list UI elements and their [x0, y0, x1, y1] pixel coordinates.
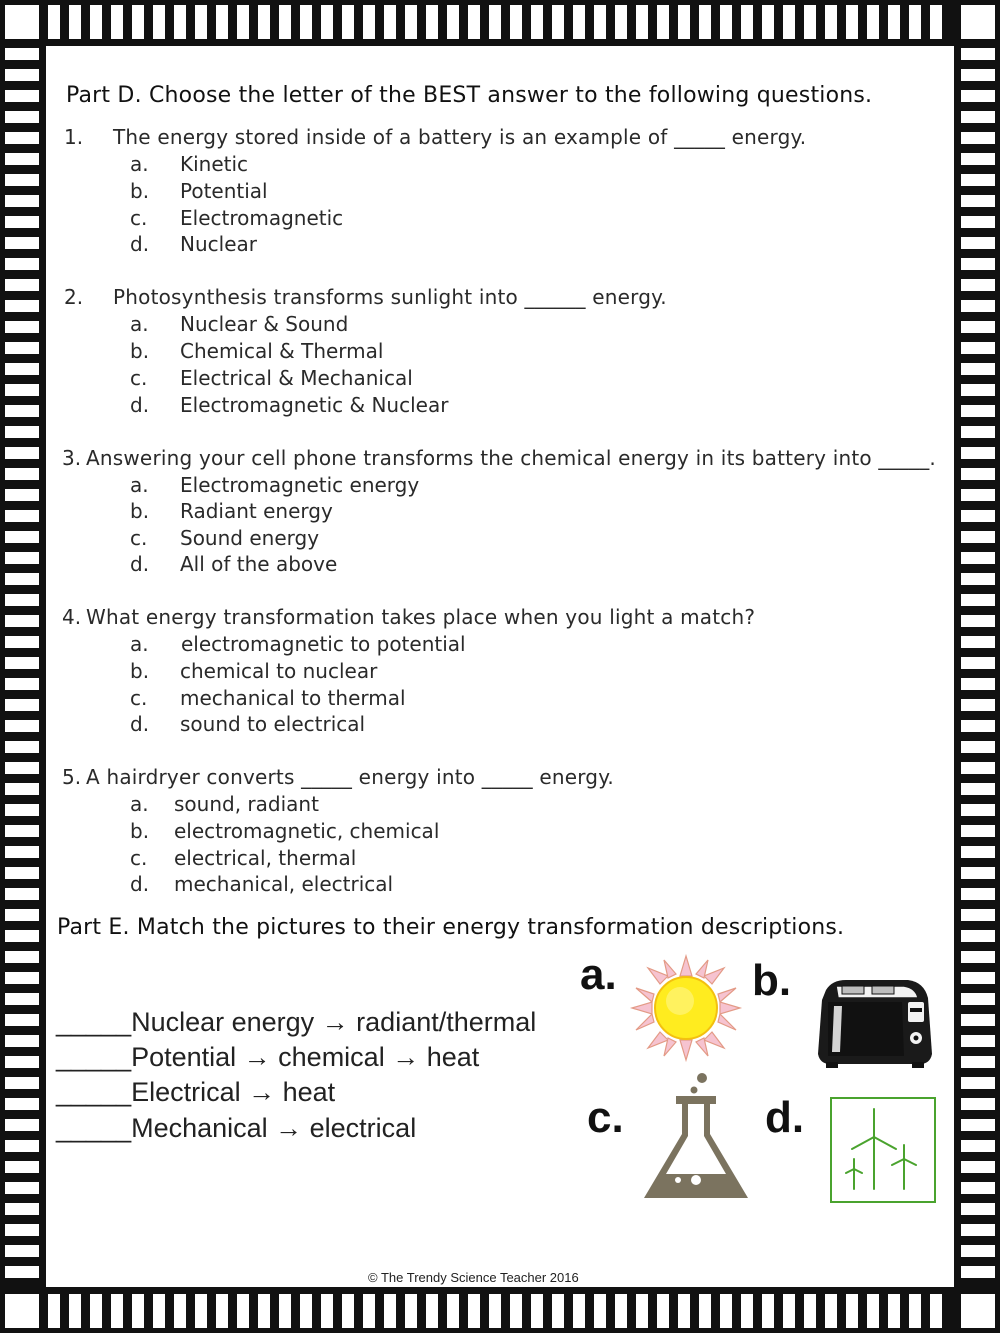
toaster-icon — [812, 972, 936, 1070]
option-text: sound to electrical — [180, 712, 366, 736]
option-text: sound, radiant — [174, 792, 319, 816]
option-text: Potential — [180, 179, 268, 203]
option-letter: d. — [130, 872, 150, 896]
option-letter: d. — [130, 393, 150, 417]
question-number: 1. — [64, 125, 84, 149]
option-letter: d. — [130, 232, 150, 256]
sun-icon — [628, 952, 744, 1064]
option-letter: c. — [130, 366, 148, 390]
copyright-footer: © The Trendy Science Teacher 2016 — [368, 1270, 579, 1285]
picture-label-a: a. — [580, 950, 617, 999]
option-text: Nuclear — [180, 232, 257, 256]
match-item: _____Potential → chemical → heat — [56, 1042, 480, 1072]
part-e-heading: Part E. Match the pictures to their energy transformation descriptions. — [57, 915, 845, 940]
question-text: A hairdryer converts _____ energy into _____ energy. — [86, 765, 614, 789]
option-letter: b. — [130, 339, 150, 363]
picture-label-d: d. — [765, 1093, 805, 1142]
option-text: Nuclear & Sound — [180, 312, 349, 336]
option-text: Electromagnetic & Nuclear — [180, 393, 449, 417]
option-text: Kinetic — [180, 152, 249, 176]
option-letter: b. — [130, 499, 150, 523]
option-letter: a. — [130, 312, 149, 336]
match-item: _____Electrical → heat — [56, 1077, 336, 1107]
question-number: 5. — [62, 765, 82, 789]
option-text: chemical to nuclear — [180, 659, 378, 683]
option-letter: c. — [130, 686, 148, 710]
option-text: All of the above — [180, 552, 338, 576]
option-letter: b. — [130, 659, 150, 683]
option-letter: a. — [130, 632, 149, 656]
option-letter: a. — [130, 152, 149, 176]
option-text: Chemical & Thermal — [180, 339, 384, 363]
option-text: Electromagnetic energy — [180, 473, 420, 497]
option-text: electrical, thermal — [174, 846, 357, 870]
picture-label-b: b. — [752, 956, 792, 1005]
option-text: electromagnetic to potential — [181, 632, 466, 656]
match-item: _____Nuclear energy → radiant/thermal — [56, 1007, 537, 1037]
option-text: Sound energy — [180, 526, 320, 550]
question-number: 4. — [62, 605, 82, 629]
option-letter: d. — [130, 712, 150, 736]
option-letter: a. — [130, 473, 149, 497]
flask-icon — [640, 1072, 752, 1202]
match-item: _____Mechanical → electrical — [56, 1113, 417, 1143]
question-text: The energy stored inside of a battery is an example of _____ energy. — [113, 125, 807, 149]
part-d-heading: Part D. Choose the letter of the BEST answer to the following questions. — [66, 83, 873, 108]
option-letter: c. — [130, 526, 148, 550]
option-text: Radiant energy — [180, 499, 333, 523]
option-text: Electrical & Mechanical — [180, 366, 413, 390]
option-letter: b. — [130, 179, 150, 203]
option-letter: c. — [130, 846, 148, 870]
question-text: Photosynthesis transforms sunlight into ______ energy. — [113, 285, 667, 309]
option-letter: b. — [130, 819, 150, 843]
question-number: 3. — [62, 446, 82, 470]
option-text: electromagnetic, chemical — [174, 819, 440, 843]
option-text: mechanical, electrical — [174, 872, 394, 896]
question-text: What energy transformation takes place when you light a match? — [86, 605, 756, 629]
option-letter: c. — [130, 206, 148, 230]
question-number: 2. — [64, 285, 84, 309]
question-text: Answering your cell phone transforms the chemical energy in its battery into _____. — [86, 446, 936, 470]
option-text: Electromagnetic — [180, 206, 344, 230]
option-text: mechanical to thermal — [180, 686, 406, 710]
option-letter: a. — [130, 792, 149, 816]
picture-label-c: c. — [587, 1093, 624, 1142]
wind-turbines-icon — [830, 1097, 936, 1203]
option-letter: d. — [130, 552, 150, 576]
